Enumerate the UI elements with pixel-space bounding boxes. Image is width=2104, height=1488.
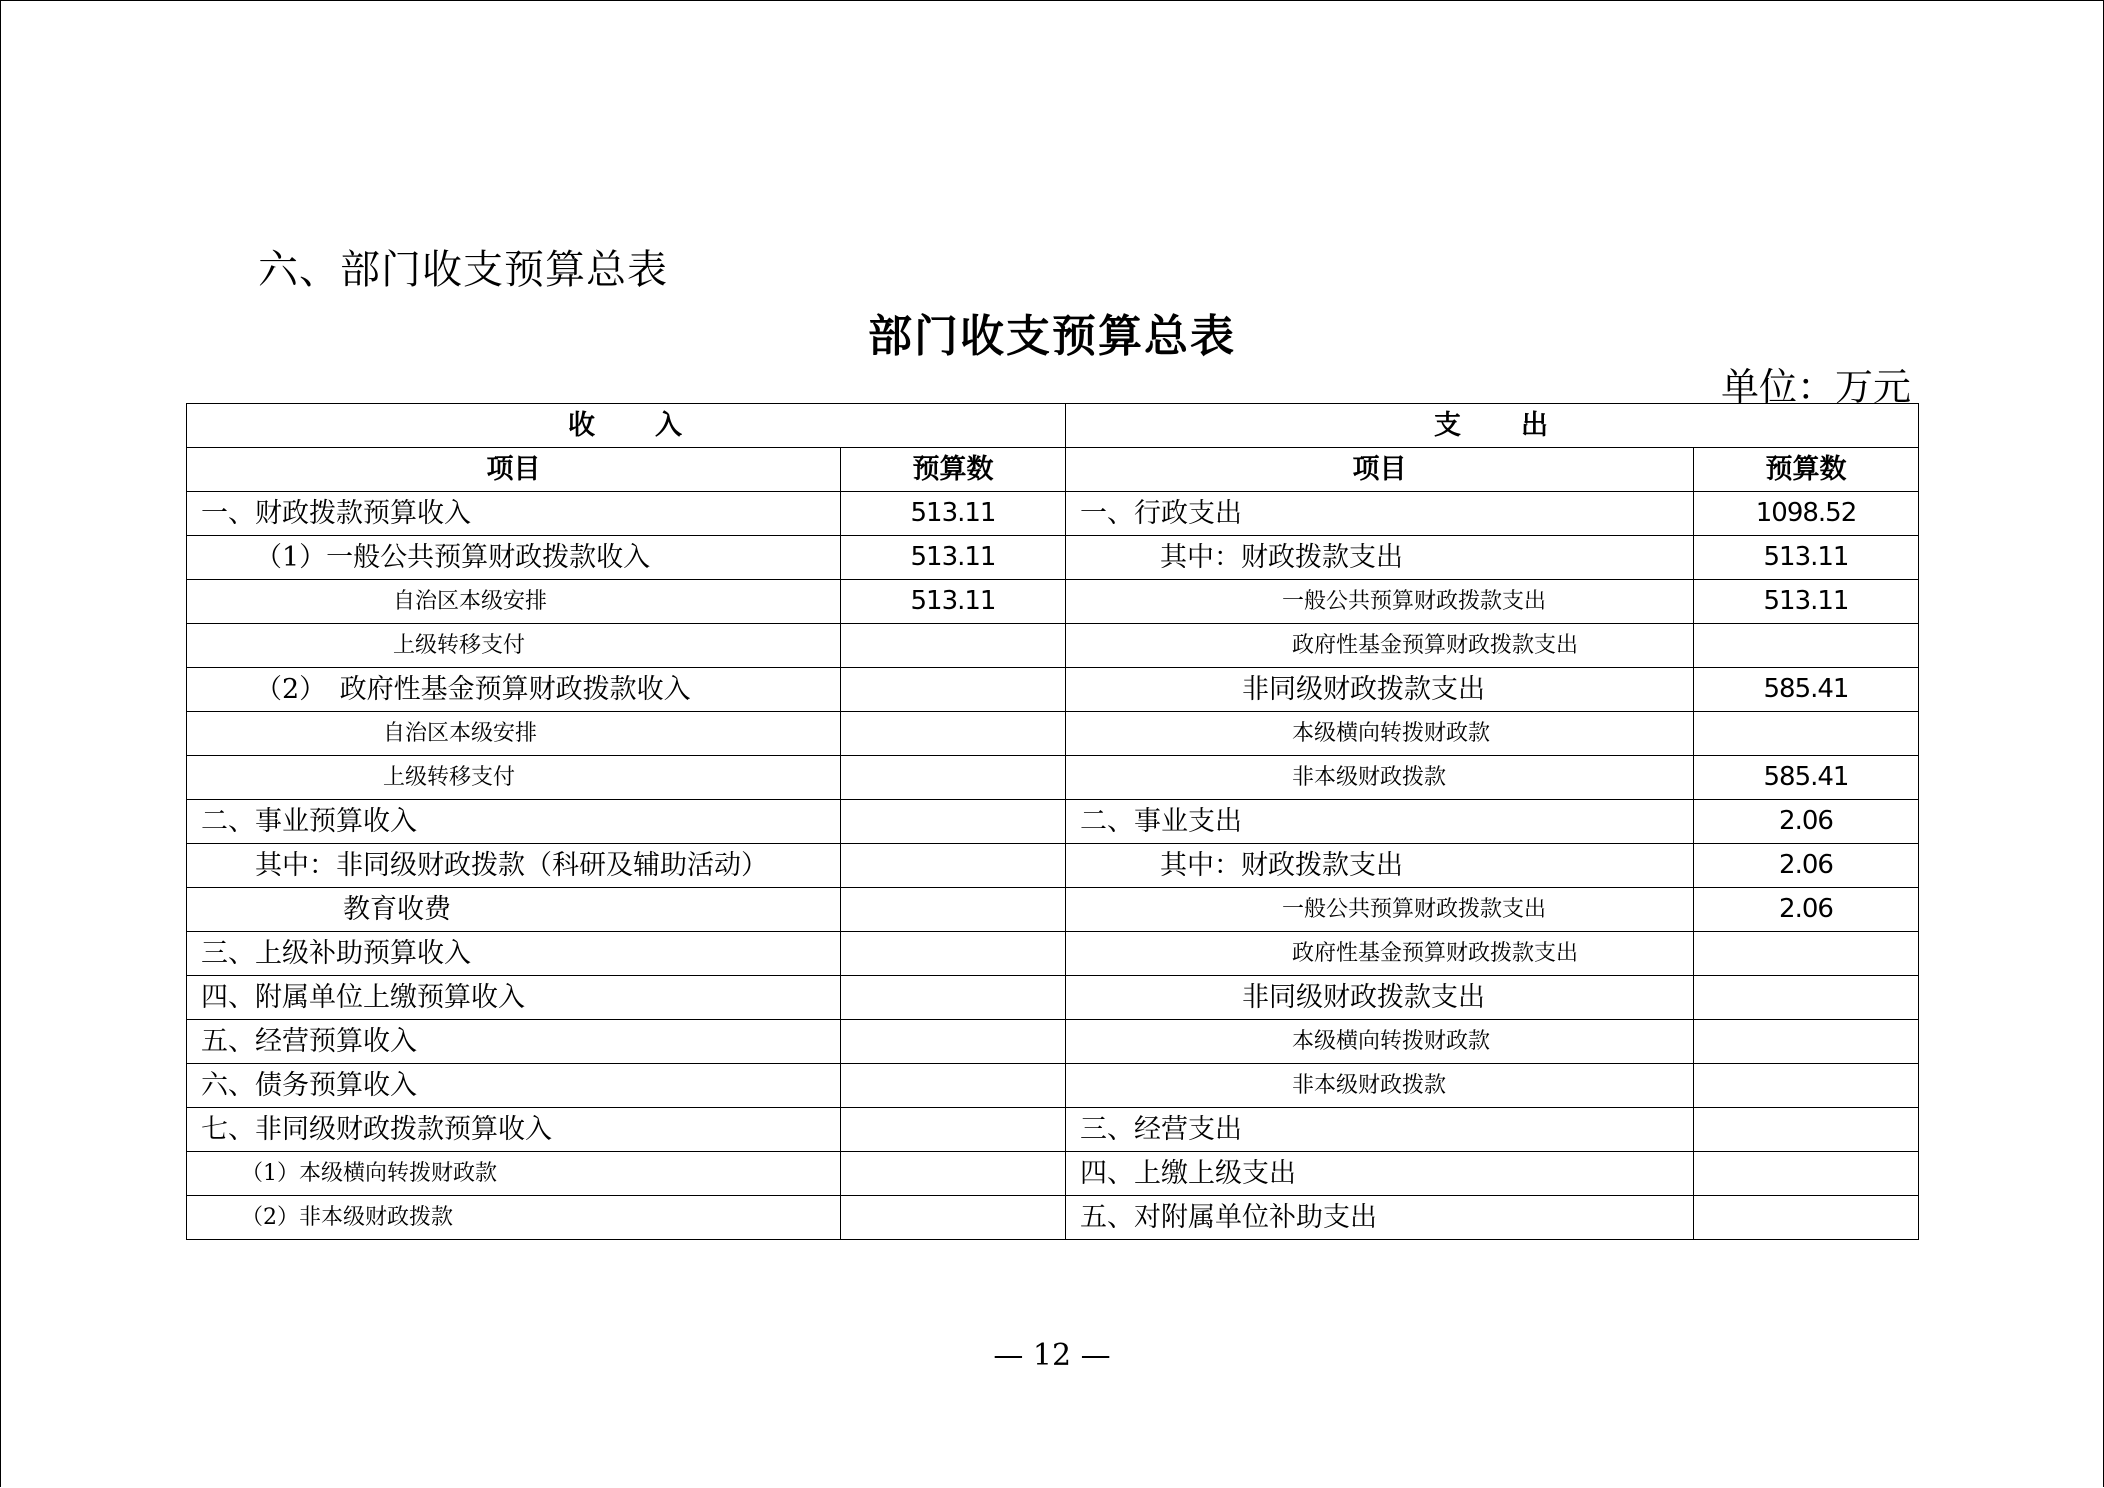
- table-row: [187, 668, 1919, 712]
- table-row: [187, 536, 1919, 580]
- table-row: [187, 1152, 1919, 1196]
- expense-amount: [1694, 712, 1919, 756]
- income-item: 教育收费: [187, 888, 841, 932]
- table-row: [187, 800, 1919, 844]
- expense-amount: [1694, 1020, 1919, 1064]
- expense-item: 一、行政支出: [1066, 492, 1694, 536]
- income-amount: [841, 756, 1066, 800]
- table-row: [187, 976, 1919, 1020]
- income-amount: [841, 932, 1066, 976]
- table-row: [187, 580, 1919, 624]
- expense-amount: [1694, 932, 1919, 976]
- expense-amount: 585.41: [1694, 668, 1919, 712]
- income-amount: [841, 844, 1066, 888]
- income-amount: [841, 1152, 1066, 1196]
- income-item: 七、非同级财政拨款预算收入: [187, 1108, 841, 1152]
- income-amount: [841, 624, 1066, 668]
- expense-amount: 1098.52: [1694, 492, 1919, 536]
- income-item: 六、债务预算收入: [187, 1064, 841, 1108]
- income-amount: 513.11: [841, 580, 1066, 624]
- table-row: [187, 1064, 1919, 1108]
- table-row: [187, 932, 1919, 976]
- expense-item: 五、对附属单位补助支出: [1066, 1196, 1694, 1240]
- expense-item: 非同级财政拨款支出: [1066, 976, 1694, 1020]
- table-row: [187, 1196, 1919, 1240]
- expense-item: 政府性基金预算财政拨款支出: [1066, 624, 1694, 668]
- income-item: （2） 政府性基金预算财政拨款收入: [187, 668, 841, 712]
- expense-amount: 513.11: [1694, 580, 1919, 624]
- income-item: 上级转移支付: [187, 756, 841, 800]
- income-amount: [841, 888, 1066, 932]
- income-amount-column-header: 预算数: [841, 448, 1066, 492]
- table-row: [187, 1108, 1919, 1152]
- expense-amount: [1694, 1108, 1919, 1152]
- table-side-header-row: [187, 404, 1919, 448]
- section-heading: 六、部门收支预算总表: [258, 247, 668, 293]
- income-amount: [841, 1020, 1066, 1064]
- expense-amount: [1694, 1152, 1919, 1196]
- income-item: 上级转移支付: [187, 624, 841, 668]
- table-row: [187, 712, 1919, 756]
- income-amount: [841, 1064, 1066, 1108]
- table-row: [187, 1020, 1919, 1064]
- expense-item: 四、上缴上级支出: [1066, 1152, 1694, 1196]
- expense-amount: [1694, 976, 1919, 1020]
- page-number: — 12 —: [993, 1338, 1111, 1373]
- income-amount: [841, 712, 1066, 756]
- table-row: [187, 756, 1919, 800]
- expense-amount: 2.06: [1694, 800, 1919, 844]
- expense-item: 非本级财政拨款: [1066, 1064, 1694, 1108]
- income-item: 自治区本级安排: [187, 580, 841, 624]
- table-row: [187, 492, 1919, 536]
- income-header: 收 入: [187, 404, 1066, 448]
- expense-item: 非本级财政拨款: [1066, 756, 1694, 800]
- unit-label: 单位：万元: [1720, 365, 1911, 409]
- expense-amount: [1694, 624, 1919, 668]
- income-item: 一、财政拨款预算收入: [187, 492, 841, 536]
- expense-header: 支 出: [1066, 404, 1919, 448]
- expense-amount: [1694, 1196, 1919, 1240]
- income-item: 其中：非同级财政拨款（科研及辅助活动）: [187, 844, 841, 888]
- income-amount: 513.11: [841, 492, 1066, 536]
- income-item: 五、经营预算收入: [187, 1020, 841, 1064]
- table-title: 部门收支预算总表: [868, 311, 1236, 362]
- expense-item-column-header: 项目: [1066, 448, 1694, 492]
- expense-item: 其中：财政拨款支出: [1066, 536, 1694, 580]
- income-amount: [841, 1196, 1066, 1240]
- table-row: [187, 844, 1919, 888]
- income-item: （1）一般公共预算财政拨款收入: [187, 536, 841, 580]
- income-amount: [841, 800, 1066, 844]
- expense-amount: 2.06: [1694, 888, 1919, 932]
- expense-item: 一般公共预算财政拨款支出: [1066, 888, 1694, 932]
- income-item: （1）本级横向转拨财政款: [187, 1152, 841, 1196]
- table-row: [187, 888, 1919, 932]
- expense-item: 二、事业支出: [1066, 800, 1694, 844]
- expense-item: 其中：财政拨款支出: [1066, 844, 1694, 888]
- table-row: [187, 624, 1919, 668]
- income-item: 自治区本级安排: [187, 712, 841, 756]
- income-item: 二、事业预算收入: [187, 800, 841, 844]
- expense-item: 本级横向转拨财政款: [1066, 712, 1694, 756]
- income-amount: [841, 668, 1066, 712]
- expense-item: 一般公共预算财政拨款支出: [1066, 580, 1694, 624]
- expense-item: 非同级财政拨款支出: [1066, 668, 1694, 712]
- expense-amount-column-header: 预算数: [1694, 448, 1919, 492]
- income-amount: 513.11: [841, 536, 1066, 580]
- expense-item: 本级横向转拨财政款: [1066, 1020, 1694, 1064]
- expense-amount: 513.11: [1694, 536, 1919, 580]
- expense-amount: 2.06: [1694, 844, 1919, 888]
- income-item-column-header: 项目: [187, 448, 841, 492]
- expense-item: 政府性基金预算财政拨款支出: [1066, 932, 1694, 976]
- income-amount: [841, 976, 1066, 1020]
- income-amount: [841, 1108, 1066, 1152]
- table-column-header-row: [187, 448, 1919, 492]
- expense-amount: 585.41: [1694, 756, 1919, 800]
- income-item: 四、附属单位上缴预算收入: [187, 976, 841, 1020]
- expense-amount: [1694, 1064, 1919, 1108]
- expense-item: 三、经营支出: [1066, 1108, 1694, 1152]
- income-item: （2）非本级财政拨款: [187, 1196, 841, 1240]
- income-item: 三、上级补助预算收入: [187, 932, 841, 976]
- budget-summary-table: [186, 403, 1919, 1240]
